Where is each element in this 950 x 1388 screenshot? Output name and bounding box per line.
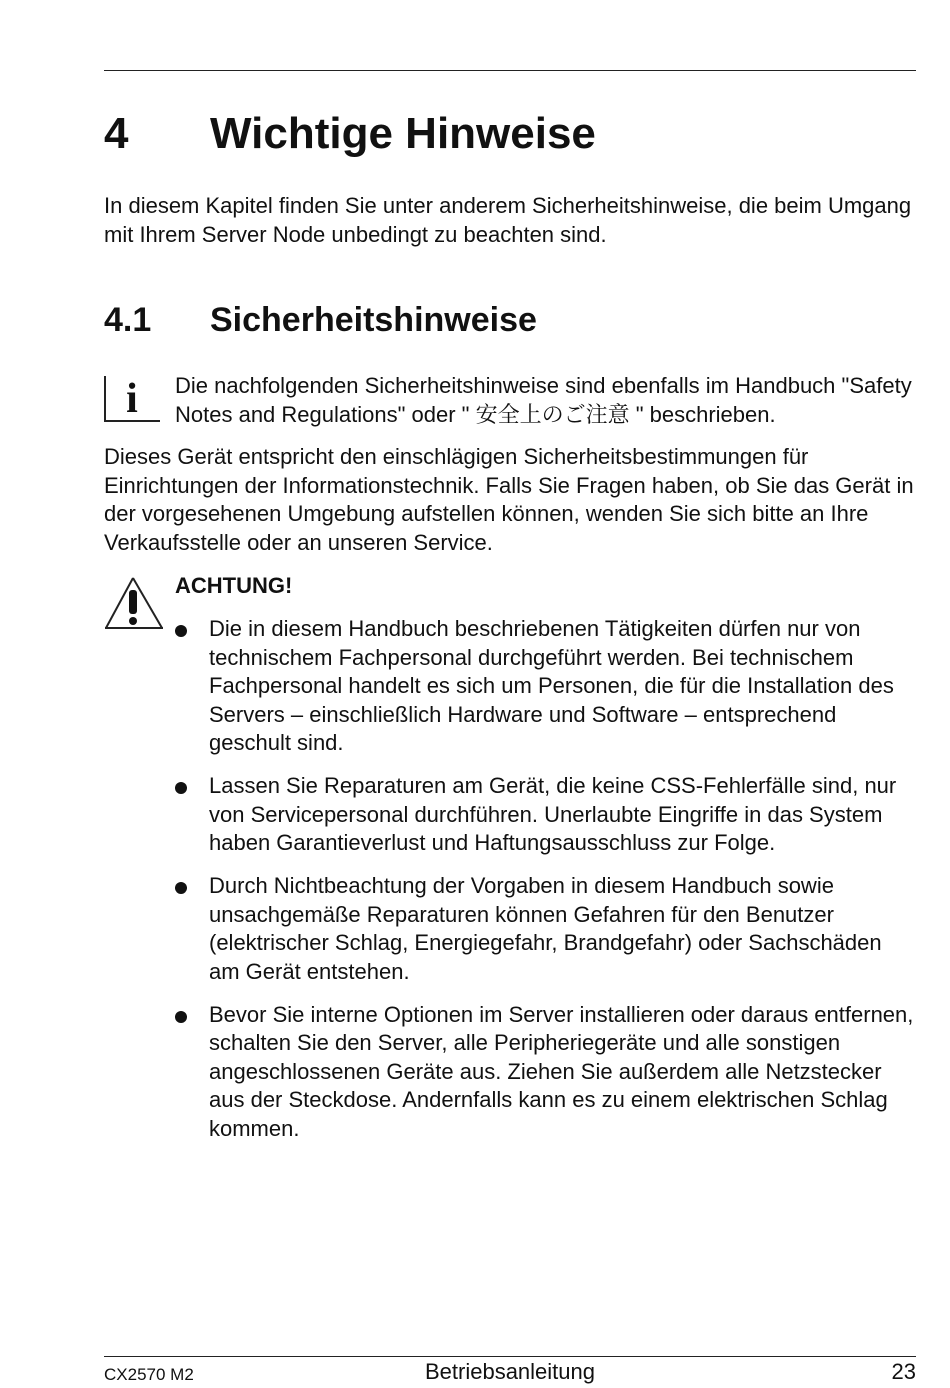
bullet-icon	[175, 625, 187, 637]
chapter-title: Wichtige Hinweise	[210, 109, 596, 158]
info-icon: i	[104, 374, 160, 422]
section-heading	[104, 298, 537, 342]
chapter-heading	[104, 108, 596, 160]
list-item	[172, 872, 916, 986]
footer-doc-title: Betriebsanleitung	[424, 1359, 595, 1384]
body-paragraph: Dieses Gerät entspricht den einschlägigen Sicherheitsbestimmungen für Einrichtungen der Informationstechnik. Falls Sie Fragen haben, ob Sie das Gerät in der vorgesehenen Umgebung aufstellen können, wenden Sie sich bitte an Ihre Verkaufsstelle oder an unseren Service.	[104, 444, 914, 555]
footer-model: CX2570 M2	[104, 1365, 194, 1384]
page-number: 23	[891, 1359, 916, 1384]
info-note-text: Die nachfolgenden Sicherheitshinweise sind ebenfalls im Handbuch "Safety Notes and Regulations" oder " 安全上のご注意 " beschrieben.	[175, 373, 912, 427]
warning-title: ACHTUNG!	[175, 573, 293, 598]
list-item-text: Die in diesem Handbuch beschriebenen Tätigkeiten dürfen nur von technischem Fachpersonal durchgeführt werden. Bei technischem Fachpersonal handelt es sich um Personen, die für die Installation des Servers – einschließlich Hardware und Software – entsprechend geschult sind.	[209, 616, 894, 755]
list-item	[172, 615, 916, 758]
list-item-text: Durch Nichtbeachtung der Vorgaben in diesem Handbuch sowie unsachgemäße Reparaturen können Gefahren für den Benutzer (elektrischer Schlag, Energiegefahr, Brandgefahr) oder Sachschäden am Gerät entstehen.	[209, 873, 882, 984]
footer-rule	[104, 1356, 916, 1357]
section-number: 4.1	[104, 301, 152, 339]
warning-icon	[104, 576, 164, 632]
warning-list	[172, 615, 916, 1158]
chapter-intro: In diesem Kapitel finden Sie unter anderem Sicherheitshinweise, die beim Umgang mit Ihrem Server Node unbedingt zu beachten sind.	[104, 193, 912, 247]
list-item	[172, 1001, 916, 1144]
chapter-number: 4	[104, 109, 129, 158]
bullet-icon	[175, 882, 187, 894]
section-title: Sicherheitshinweise	[210, 301, 537, 339]
bullet-icon	[175, 1011, 187, 1023]
bullet-icon	[175, 782, 187, 794]
list-item-text: Lassen Sie Reparaturen am Gerät, die keine CSS-Fehlerfälle sind, nur von Servicepersonal durchführen. Unerlaubte Eingriffe in das System haben Garantieverlust und Haftungsausschluss zur Folge.	[209, 773, 897, 855]
list-item	[172, 772, 916, 858]
list-item-text: Bevor Sie interne Optionen im Server installieren oder daraus entfernen, schalten Sie den Server, alle Peripheriegeräte und alle sonstigen angeschlossenen Geräte aus. Ziehen Sie außerdem alle Netzstecker aus der Steckdose. Andernfalls kann es zu einem elektrischen Schlag kommen.	[209, 1001, 914, 1141]
header-rule	[104, 70, 916, 71]
